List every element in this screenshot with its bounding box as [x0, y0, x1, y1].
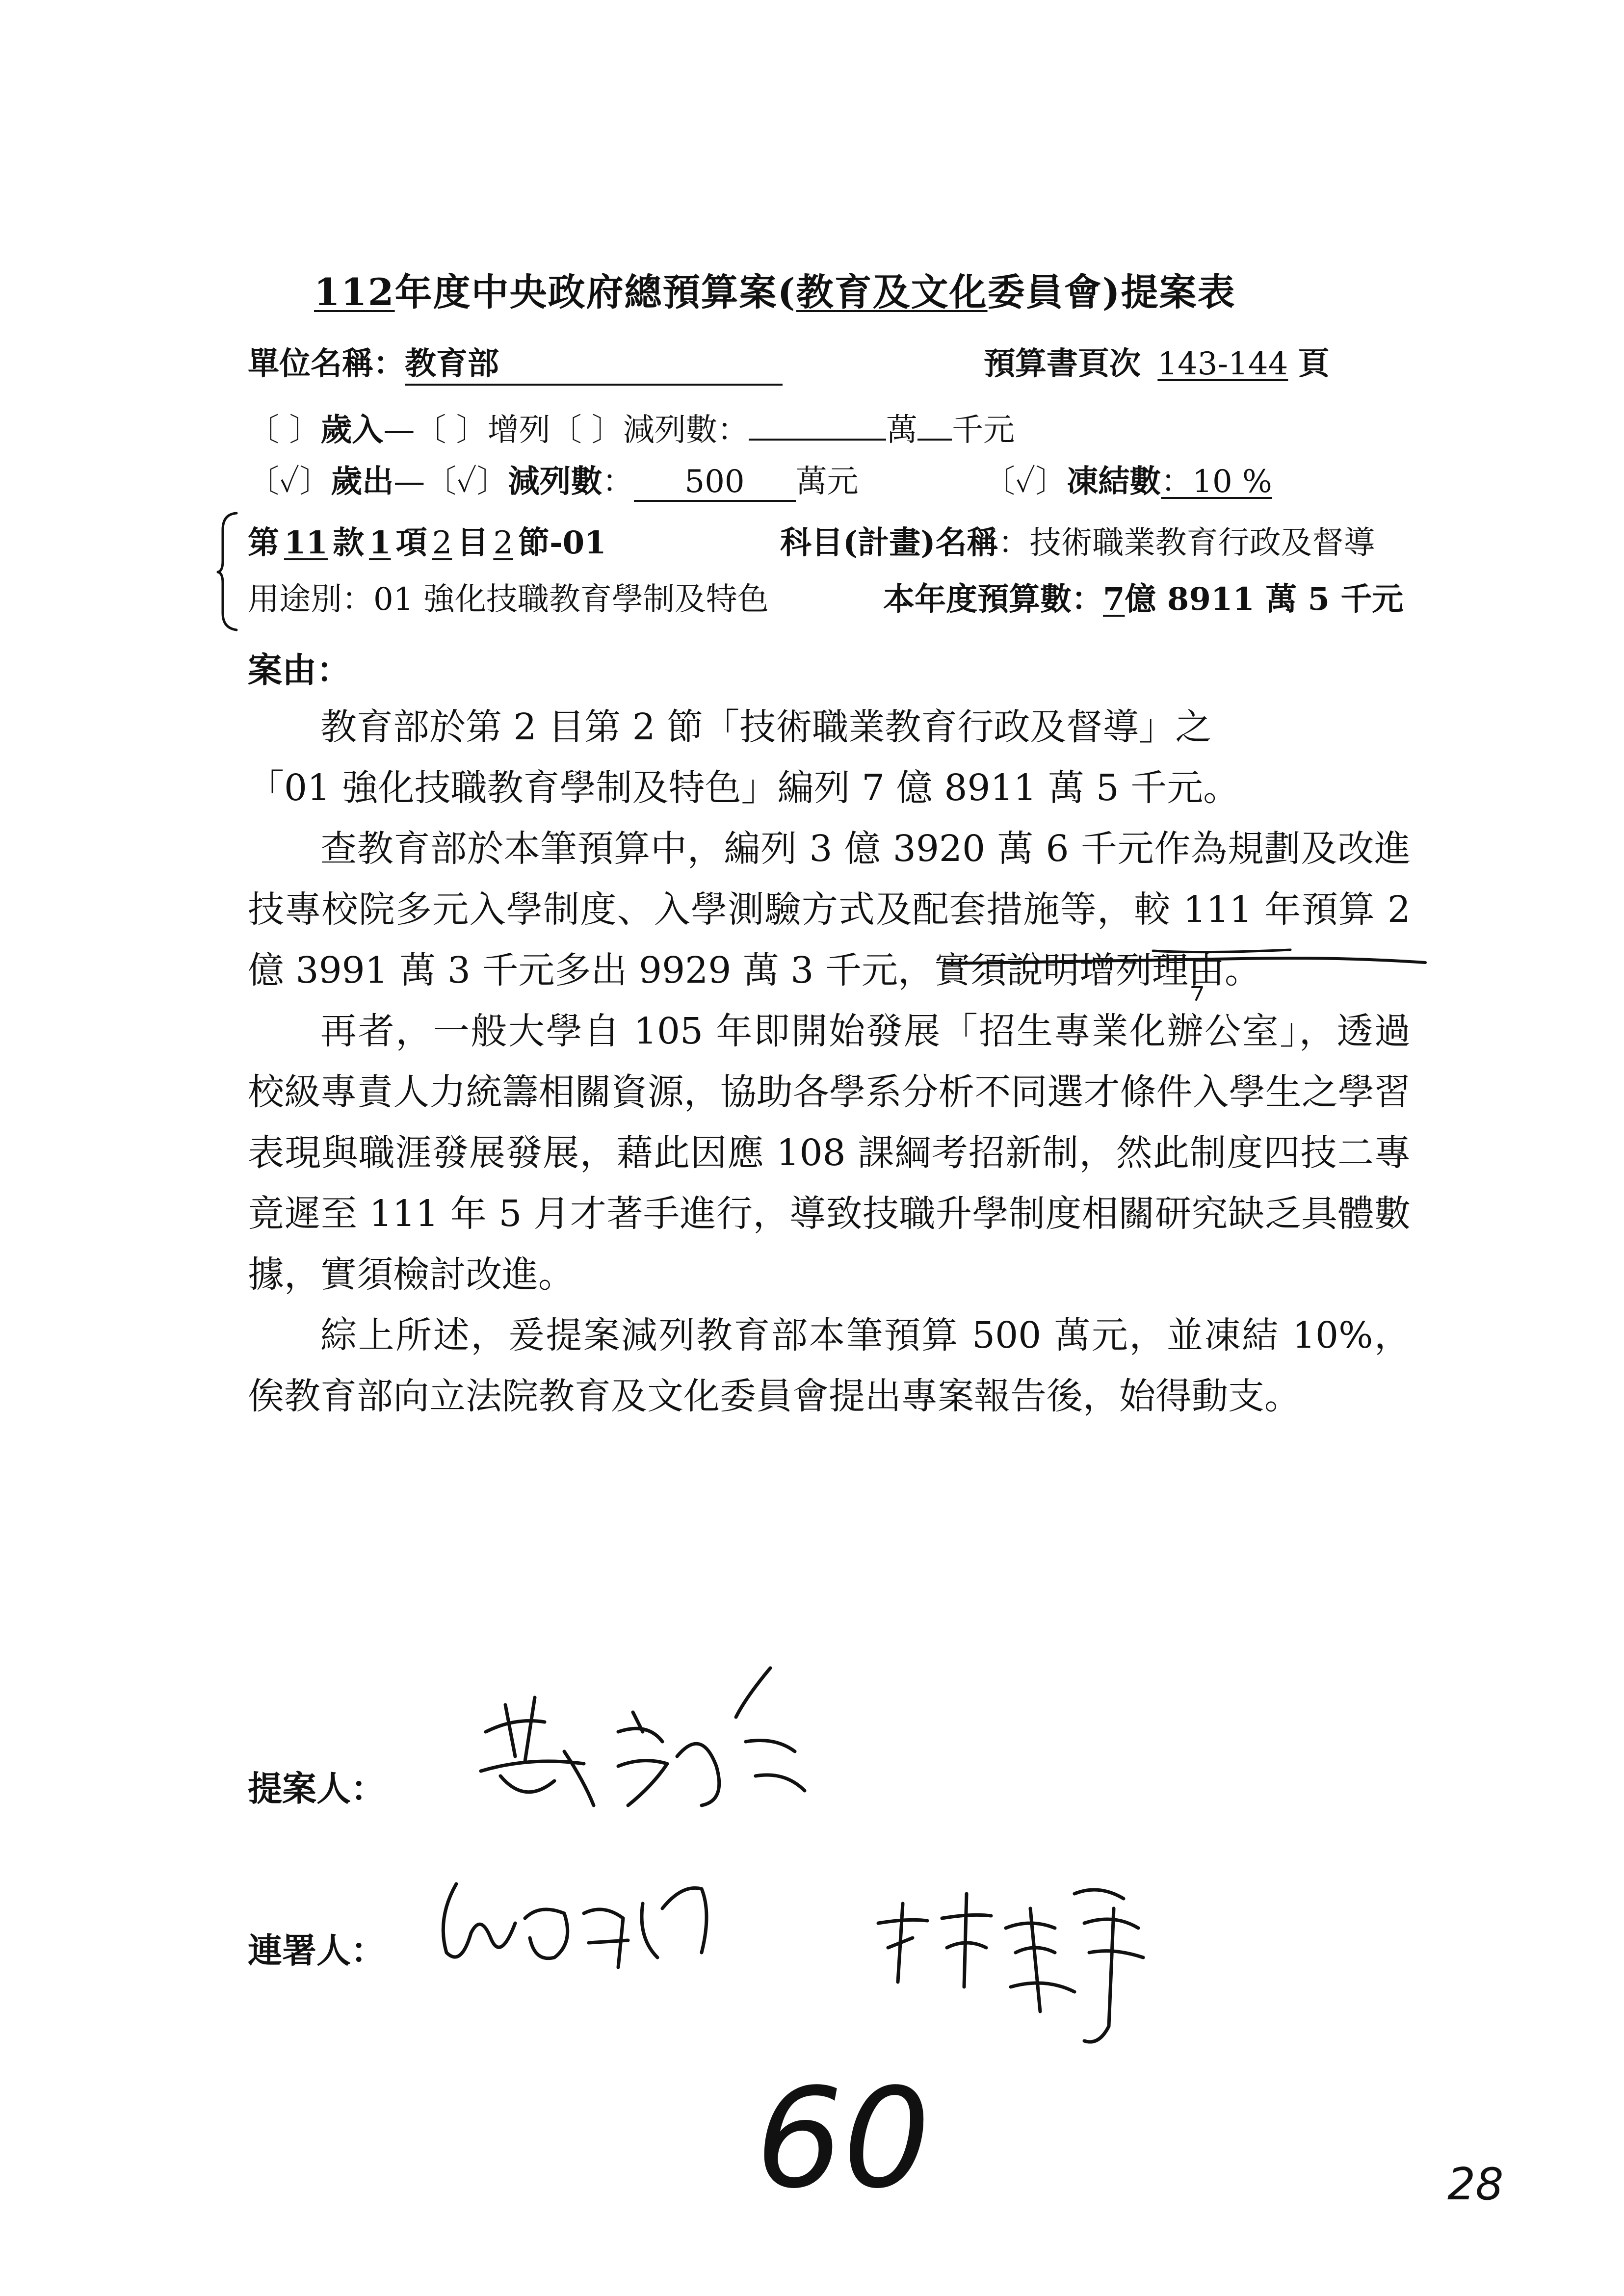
expenditure-cut-line — [634, 464, 796, 502]
budget-page-row — [984, 339, 1330, 384]
subject-row — [780, 518, 1375, 563]
expenditure-cut-unit: 萬元 — [795, 464, 859, 500]
subject-label: 科目(計畫)名稱 — [780, 524, 998, 561]
paragraph-2: 查教育部於本筆預算中，編列 3 億 3920 萬 6 千元作為規劃及改進技專校院多元入學制度、入學測驗方式及配套措施等，較 111 年預算 2 億 3991 萬 3 千元多出 9929 萬 3 千元，實須說明增列理由。 — [248, 828, 1411, 991]
subject-value: ：技術職業教育行政及督導 — [998, 525, 1375, 561]
item-row — [248, 518, 606, 563]
handwritten-strike-mark — [947, 942, 1428, 1011]
page-number: 28 — [1447, 2159, 1504, 2210]
kuan-label: 款 — [333, 524, 365, 561]
xiang-label: 項 — [395, 524, 427, 561]
kuan-prefix: 第 — [248, 524, 279, 561]
budget-page-value: 143-144 — [1157, 346, 1288, 382]
cosigner-signature-2 — [868, 1864, 1173, 2056]
freeze-value: ：10 % — [1161, 464, 1272, 500]
title-committee: 教育及文化 — [796, 270, 988, 314]
paragraph-1-cont: 「01 強化技職教育學制及特色」編列 7 億 8911 萬 5 千元。 — [248, 767, 1240, 809]
expenditure-cut-checkbox: 〔✓〕 — [425, 464, 508, 500]
xiang-number: 1 — [369, 524, 391, 561]
handwritten-number: 60 — [756, 2059, 931, 2219]
unit-value-line — [405, 339, 783, 386]
revenue-decrease: 〔 〕減列數： — [550, 412, 749, 448]
reason-body — [248, 697, 1411, 1427]
expenditure-dash: — — [393, 464, 425, 500]
annual-budget-row — [883, 574, 1403, 619]
unit-row — [248, 339, 783, 386]
paragraph-1: 教育部於第 2 目第 2 節「技術職業教育行政及督導」之 — [320, 706, 1212, 748]
annual-budget-rest: 億 8911 萬 5 千元 — [1125, 581, 1404, 618]
expenditure-row — [248, 456, 859, 502]
revenue-wan: 萬 — [886, 412, 918, 448]
jie-number: 2 — [493, 525, 514, 561]
mu-label: 目 — [457, 524, 489, 561]
mu-number: 2 — [432, 525, 452, 561]
reason-label: 案由： — [248, 650, 351, 690]
title-end: 委員會)提案表 — [987, 270, 1236, 314]
revenue-checkbox: 〔 〕 — [248, 412, 321, 448]
revenue-amount-blank — [749, 409, 886, 441]
expenditure-label: 歲出 — [331, 463, 394, 500]
left-brace — [216, 510, 245, 633]
revenue-dash: — — [383, 412, 415, 448]
revenue-row — [248, 405, 1015, 450]
paragraph-3: 再者，一般大學自 105 年即開始發展「招生專業化辦公室」，透過校級專責人力統籌相關資源，協助各學系分析不同選才條件入學生之學習表現與職涯發展發展，藉此因應 108 課綱考招新制，然此制度四技二專竟遲至 111 年 5 月才著手進行，導致技職升學制度相關研究缺乏具體數據，實須檢討改進。 — [248, 1010, 1411, 1296]
usage-label: 用途別：01 強化技職教育學制及特色 — [248, 581, 769, 618]
revenue-label: 歲入 — [320, 412, 384, 448]
revenue-increase: 〔 〕增列 — [415, 412, 550, 448]
annual-budget-yi: 7 — [1103, 581, 1125, 618]
budget-page-suffix: 頁 — [1298, 345, 1330, 382]
revenue-qian-blank — [917, 409, 952, 441]
budget-page-label: 預算書頁次 — [984, 345, 1141, 382]
usage-row — [248, 574, 769, 619]
title-year: 112 — [314, 270, 395, 314]
kuan-number: 11 — [284, 524, 328, 561]
expenditure-checkbox: 〔✓〕 — [248, 464, 331, 500]
title-middle: 年度中央政府總預算案( — [394, 270, 796, 314]
annual-budget-label: 本年度預算數： — [883, 581, 1103, 618]
proposer-label: 提案人： — [248, 1768, 385, 1809]
revenue-qian: 千元 — [952, 412, 1015, 448]
unit-value: 教育部 — [405, 345, 499, 382]
freeze-checkbox: 〔✓〕 — [984, 464, 1067, 500]
expenditure-colon: ： — [602, 464, 634, 500]
freeze-label: 凍結數 — [1067, 463, 1161, 500]
jie-suffix: 節-01 — [518, 524, 606, 561]
page-title — [314, 262, 1236, 316]
proposer-signature — [471, 1658, 844, 1820]
expenditure-cut-label: 減列數 — [508, 463, 602, 500]
cosigner-label: 連署人： — [248, 1930, 385, 1971]
cosigner-signature-1 — [427, 1854, 800, 1982]
expenditure-cut-value: 500 — [684, 464, 745, 500]
freeze-row — [984, 456, 1272, 501]
unit-label: 單位名稱： — [248, 345, 405, 382]
paragraph-4: 綜上所述，爰提案減列教育部本筆預算 500 萬元，並凍結 10%，俟教育部向立法院教育及文化委員會提出專案報告後，始得動支。 — [248, 1314, 1411, 1417]
